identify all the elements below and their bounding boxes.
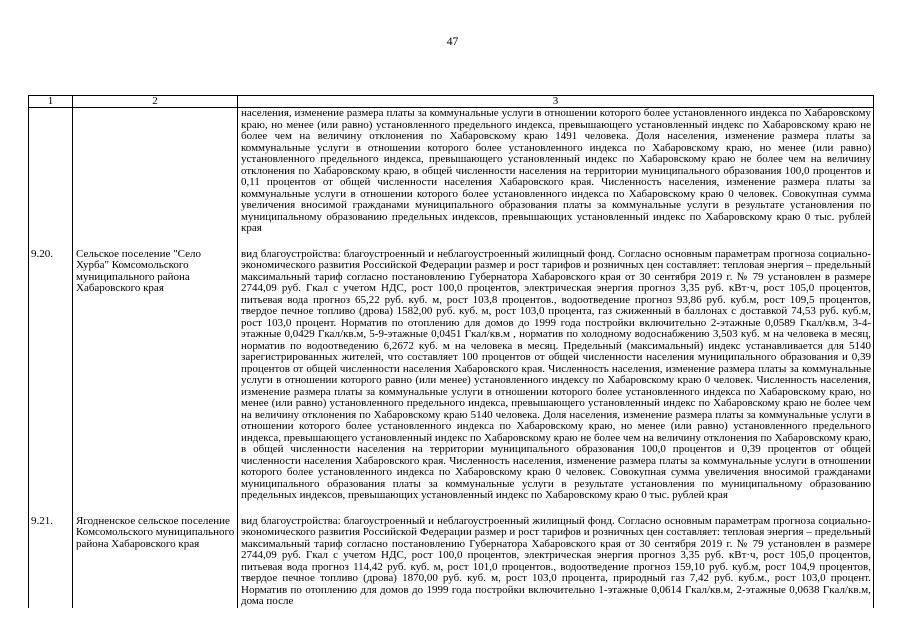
document-table [28,95,874,608]
table-row [29,516,874,608]
row-description: вид благоустройства: благоустроенный и неблагоустроенный жилищный фонд. Согласно основным параметрам прогноза социально-экономического развития Российской Федерации размер и рост тарифов и розничных цен составляет: тепловая энергия – предельный максимальный тариф согласно постановлению Губернатора Хабаровского края от 30 сентября 2019 г. № 79 установлен в размере 2744,09 руб. Гкал с учетом НДС, рост 100,0 процентов, электрическая энергия прогноз 3,35 руб. кВт·ч, рост 105,0 процентов, питьевая вода прогноз 114,42 руб. куб. м, рост 101,0 процентов., водоотведение прогноз 159,10 руб. куб.м, рост 104,9 процентов, твердое печное топливо (дрова) 1870,00 руб. куб. м, рост 103,0 процента, природный газ 7,42 руб. куб.м., рост 103,0 процент. Норматив по отоплению для домов до 1999 года постройки включительно 1-этажные 0,0614 Гкал/кв.м, 2-этажные 0,0638 Гкал/кв.м, дома после [238,516,874,608]
table-header-row [29,96,874,108]
municipality-name: Ягодненское сельское поселение Комсомольского муниципального района Хабаровского края [73,516,238,608]
row-number: 9.21. [29,516,73,608]
continuation-text: населения, изменение размера платы за коммунальные услуги в отношении которого более установленного индекса по Хабаровскому краю, но менее (или равно) установленного предельного индекса, превышающего установленный индекс по Хабаровскому краю не более чем на величину отклонения по Хабаровскому краю 1491 человека. Доля населения, изменение размера платы за коммунальные услуги в отношении которого более установленного индекса по Хабаровскому краю, но менее (или равно) установленного предельного индекса, превышающего установленный индекс по Хабаровскому краю не более чем на величину отклонения по Хабаровскому краю, в общей численности населения на территории муниципального образования 100,0 процентов и 0,11 процентов от общей численности населения Хабаровского края. Численность населения, изменение размера платы за коммунальные услуги в отношении которого более установленного индекса по Хабаровскому краю 0 человек. Совокупная сумма увеличения вносимой гражданами муниципального образования платы за коммунальные услуги в результате установления по муниципальному образованию предельных индексов, превышающих установленный индекс по Хабаровскому краю 0 тыс. рублей края [238,108,874,235]
row-description: вид благоустройства: благоустроенный и неблагоустроенный жилищный фонд. Согласно основным параметрам прогноза социально-экономического развития Российской Федерации размер и рост тарифов и розничных цен составляет: тепловая энергия – предельный максимальный тариф согласно постановлению Губернатора Хабаровского края от 30 сентября 2019 г. № 79 установлен в размере 2744,09 руб. Гкал с учетом НДС, рост 100,0 процентов, электрическая энергия прогноз 3,35 руб. кВт·ч, рост 105,0 процентов, питьевая вода прогноз 65,22 руб. куб. м, рост 103,8 процентов., водоотведение прогноз 93,86 руб. куб.м, рост 109,5 процентов, твердое печное топливо (дрова) 1582,00 руб. куб. м, рост 103,0 процента, газ сжиженный в баллонах с доставкой 74,53 руб. куб.м, рост 103,0 процент. Норматив по отоплению для домов до 1999 года постройки включительно 2-этажные 0,0589 Гкал/кв.м, 3-4-этажные 0,0429 Гкал/кв.м, 5-9-этажные 0,0451 Гкал/кв.м , норматив по холодному водоснабжению 3,503 куб. м на человека в месяц, норматив по водоотведению 6,2672 куб. м на человека в месяц. Предельный (максимальный) индекс устанавливается для 5140 зарегистрированных жителей, что составляет 100 процентов от общей численности населения муниципального образования и 0,39 процентов от общей численности населения Хабаровского края. Численность населения, изменение размера платы за коммунальные услуги в отношении которого равно (или менее) установленного индексу по Хабаровскому краю 0 человек. Численность населения, изменение размера платы за коммунальные услуги в отношении которого более установленного индекса по Хабаровскому краю, но менее (или равно) установленного предельного индекса, превышающего установленный индекс по Хабаровскому краю не более чем на величину отклонения по Хабаровскому краю 5140 человека. Доля населения, изменение размера платы за коммунальные услуги в отношении которого более установленного индекса по Хабаровскому краю, но менее (или равно) установленного предельного индекса, превышающего установленный индекс по Хабаровскому краю не более чем на величину отклонения по Хабаровскому краю, в общей численности населения на территории муниципального образования 100,0 процентов и 0,39 процентов от общей численности населения Хабаровского края. Численность населения, изменение размера платы за коммунальные услуги в отношении которого более установленного индекса по Хабаровскому краю 0 человек. Совокупная сумма увеличения вносимой гражданами муниципального образования платы за коммунальные услуги в результате установления по муниципальному образованию предельных индексов, превышающих установленный индекс по Хабаровскому краю 0 тыс. рублей края [238,249,874,502]
header-col-2: 2 [73,96,238,108]
row-number: 9.20. [29,249,73,502]
table-row-continuation [29,108,874,235]
page-number: 47 [446,36,459,48]
header-col-1: 1 [29,96,73,108]
municipality-name: Сельское поселение "Село Хурба" Комсомольского муниципального района Хабаровского края [73,249,238,502]
header-col-3: 3 [238,96,874,108]
table-row [29,249,874,502]
